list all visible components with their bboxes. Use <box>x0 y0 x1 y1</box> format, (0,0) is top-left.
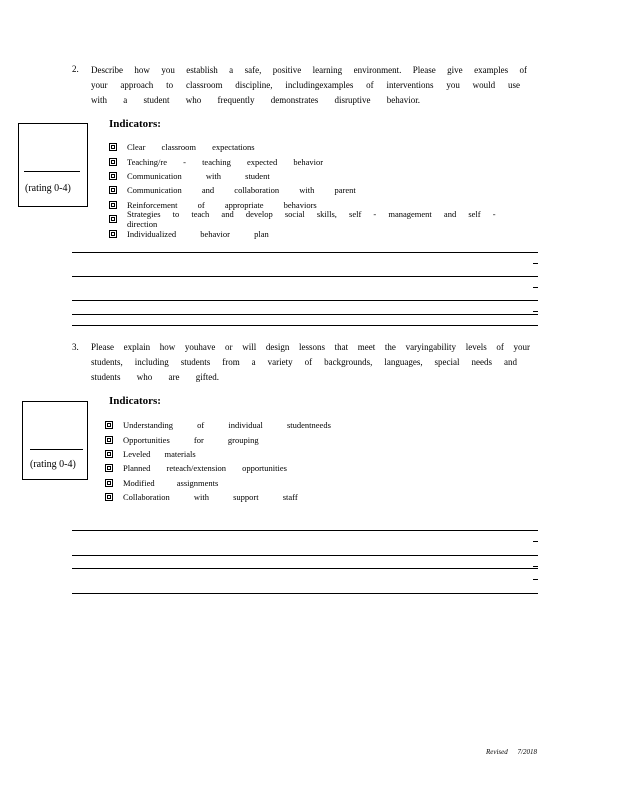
indicator-item <box>109 154 529 168</box>
question-2-number: 2. <box>72 64 79 74</box>
question-3-rating-line[interactable] <box>30 449 83 450</box>
indicator-label: Modified assignments <box>123 477 219 488</box>
checkbox-icon[interactable] <box>109 143 117 151</box>
question-3-answer-line[interactable] <box>72 530 538 531</box>
indicator-label: Individualized behavior plan <box>127 228 269 239</box>
indicator-label: Understanding of individual studentneeds <box>123 420 331 431</box>
question-2-indicators-title: Indicators: <box>109 118 161 130</box>
checkbox-icon[interactable] <box>105 479 113 487</box>
indicator-label: Communication with student <box>127 170 270 181</box>
checkbox-icon[interactable] <box>105 421 113 429</box>
indicator-label: Teaching/re - teaching expected behavior <box>127 156 324 167</box>
indicator-label: Leveled materials <box>123 448 196 459</box>
indicator-item <box>105 461 525 475</box>
checkbox-icon[interactable] <box>109 230 117 238</box>
question-2-rating-label: (rating 0-4) <box>25 183 71 194</box>
answer-line-tick <box>533 311 538 312</box>
indicator-item <box>109 209 529 230</box>
question-3-rating-label: (rating 0-4) <box>30 459 76 470</box>
indicator-label: Communication and collaboration with parent <box>127 185 356 196</box>
answer-line-tick <box>533 579 538 580</box>
question-3-answer-line[interactable] <box>72 555 538 556</box>
indicator-item <box>105 476 525 490</box>
revision-footer: Revised 7/2018 <box>486 748 537 756</box>
question-2-rating-box <box>18 123 88 207</box>
checkbox-icon[interactable] <box>109 172 117 180</box>
checkbox-icon[interactable] <box>109 201 117 209</box>
question-3-indicators-title: Indicators: <box>109 395 161 407</box>
question-3-line-2: students, including students from a variety of backgrounds, languages, special needs and <box>91 357 517 367</box>
question-2-indicators-list <box>109 140 529 241</box>
question-2-answer-line[interactable] <box>72 314 538 315</box>
question-2-prompt <box>91 63 527 108</box>
indicator-label: Strategies to teach and develop social skills, self - management and self - direction <box>127 209 496 230</box>
indicator-label: Opportunities for grouping <box>123 434 259 445</box>
question-3-answer-line[interactable] <box>72 568 538 569</box>
checkbox-icon[interactable] <box>105 436 113 444</box>
question-3-line-3: students who are gifted. <box>91 372 219 382</box>
question-2-answer-line[interactable] <box>72 252 538 253</box>
answer-line-tick <box>533 541 538 542</box>
indicator-label: Collaboration with support staff <box>123 492 298 503</box>
question-3-indicators-list <box>105 418 525 504</box>
indicator-item <box>105 418 525 432</box>
indicator-item <box>109 183 529 197</box>
indicator-label: Clear classroom expectations <box>127 142 255 153</box>
indicator-item <box>105 490 525 504</box>
indicator-item <box>105 432 525 446</box>
checkbox-icon[interactable] <box>109 158 117 166</box>
question-3-number: 3. <box>72 342 79 352</box>
indicator-label: Planned reteach/extension opportunities <box>123 463 287 474</box>
indicator-item <box>105 447 525 461</box>
question-2-rating-line[interactable] <box>24 171 80 172</box>
question-3-rating-box <box>22 401 88 480</box>
answer-line-tick <box>533 566 538 567</box>
question-2-line-1: Describe how you establish a safe, positive learning environment. Please give examples of <box>91 65 527 75</box>
checkbox-icon[interactable] <box>109 215 117 223</box>
checkbox-icon[interactable] <box>105 450 113 458</box>
indicator-item <box>109 169 529 183</box>
answer-line-tick <box>533 287 538 288</box>
question-2-line-2: your approach to classroom discipline, includingexamples of interventions you would use <box>91 80 520 90</box>
question-3-prompt <box>91 340 530 385</box>
question-3-answer-line[interactable] <box>72 593 538 594</box>
question-2-answer-line[interactable] <box>72 276 538 277</box>
question-2-line-3: with a student who frequently demonstrates disruptive behavior. <box>91 95 420 105</box>
question-2-answer-line[interactable] <box>72 300 538 301</box>
checkbox-icon[interactable] <box>105 493 113 501</box>
answer-line-tick <box>533 263 538 264</box>
indicator-item <box>109 140 529 154</box>
question-3-line-1: Please explain how youhave or will design lessons that meet the varyingability levels of your <box>91 342 530 352</box>
checkbox-icon[interactable] <box>109 186 117 194</box>
checkbox-icon[interactable] <box>105 464 113 472</box>
question-2-answer-line[interactable] <box>72 325 538 326</box>
indicator-label: Reinforcement of appropriate behaviors <box>127 199 317 210</box>
